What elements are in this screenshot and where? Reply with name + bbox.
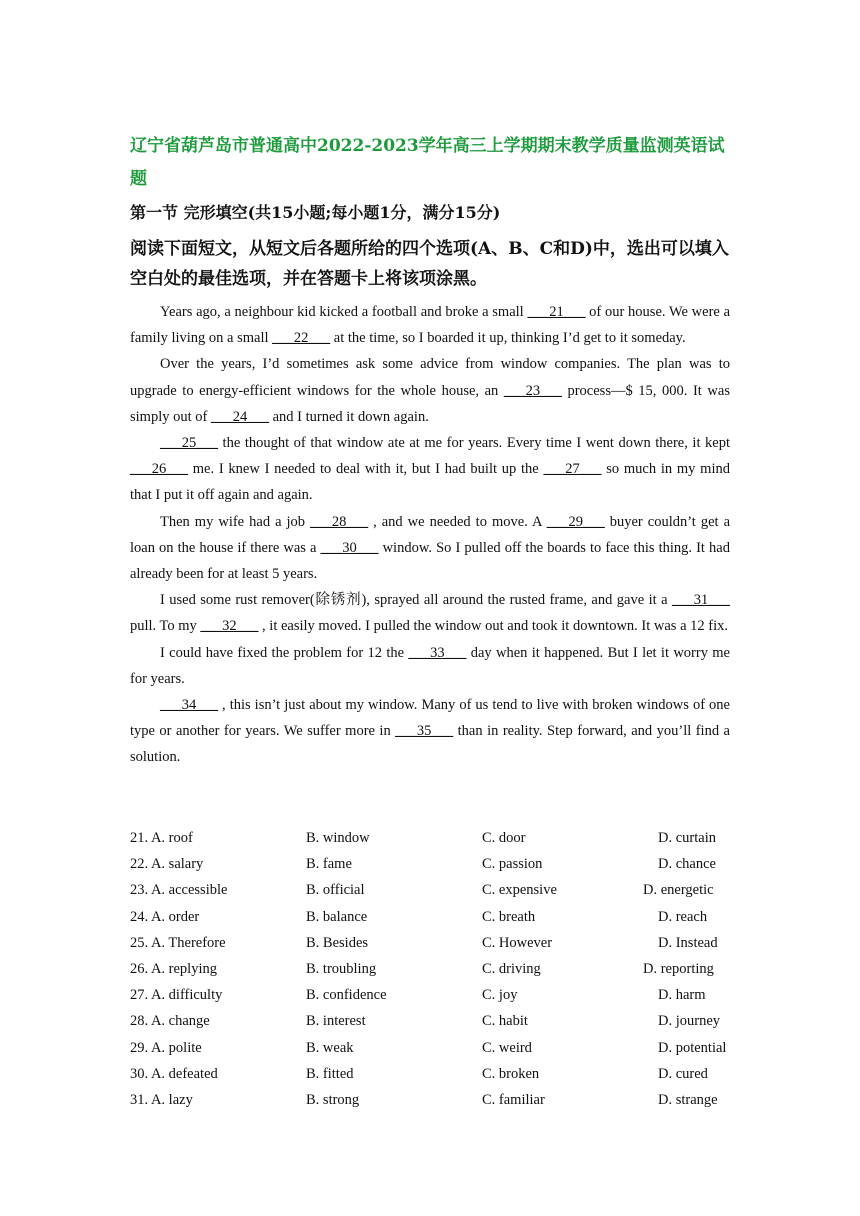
blank-35: ___35___ bbox=[395, 723, 454, 740]
blank-33: ___33___ bbox=[408, 644, 467, 661]
option-row bbox=[130, 904, 740, 930]
option-c: C. broken bbox=[482, 1065, 540, 1082]
passage-paragraph bbox=[130, 351, 730, 430]
passage-text: , and we needed to move. A bbox=[368, 513, 547, 530]
option-c: C. familiar bbox=[482, 1091, 545, 1108]
passage-text: I used some rust remover(除锈剂), sprayed all around the rusted frame, and gave it a bbox=[160, 592, 672, 609]
option-row bbox=[130, 1087, 740, 1113]
option-c: C. However bbox=[482, 934, 553, 951]
option-row bbox=[130, 1035, 740, 1061]
option-d: D. reach bbox=[658, 908, 708, 925]
blank-32: ___32___ bbox=[200, 618, 259, 635]
option-c: C. weird bbox=[482, 1039, 532, 1056]
option-a: 25. A. Therefore bbox=[130, 934, 226, 951]
option-a: 22. A. salary bbox=[130, 856, 204, 873]
passage-text: buyer couldn’t get a loan on the house if there was a bbox=[130, 513, 730, 556]
passage-paragraph bbox=[130, 299, 730, 351]
option-d: D. chance bbox=[658, 856, 716, 873]
passage-text: at the time, so I boarded it up, thinking I’d get to it someday. bbox=[330, 330, 686, 347]
instructions: 阅读下面短文，从短文后各题所给的四个选项(A、B、C和D)中，选出可以填入空白处的最佳选项，并在答题卡上将该项涂黑。 bbox=[130, 239, 729, 289]
option-row bbox=[130, 851, 740, 877]
option-d: D. curtain bbox=[658, 830, 716, 846]
option-b: B. window bbox=[306, 830, 370, 846]
option-a: 21. A. roof bbox=[130, 830, 193, 846]
passage-text: pull. To my bbox=[130, 618, 201, 635]
blank-23: ___23___ bbox=[503, 382, 562, 399]
blank-29: ___29___ bbox=[546, 513, 605, 530]
option-c: C. passion bbox=[482, 856, 543, 873]
passage-text: Over the years, I’d sometimes ask some advice from window companies. The plan was to upgrade to energy-efficient windows for the whole house, an bbox=[130, 356, 730, 399]
option-a: 29. A. polite bbox=[130, 1039, 202, 1056]
option-b: B. confidence bbox=[306, 987, 387, 1004]
passage-paragraph bbox=[130, 430, 730, 509]
option-b: B. strong bbox=[306, 1091, 360, 1108]
option-row bbox=[130, 877, 740, 903]
option-a: 28. A. change bbox=[130, 1013, 210, 1030]
option-d: D. harm bbox=[658, 987, 706, 1004]
passage-paragraph bbox=[130, 509, 730, 588]
option-row bbox=[130, 956, 740, 982]
option-a: 31. A. lazy bbox=[130, 1091, 193, 1108]
option-c: C. expensive bbox=[482, 882, 557, 899]
option-d: D. cured bbox=[658, 1065, 708, 1082]
passage-text: so much in my mind that I put it off again and again. bbox=[130, 461, 730, 504]
passage-text: process—$ 15, 000. It was simply out of bbox=[130, 382, 730, 425]
option-row bbox=[130, 1008, 740, 1034]
blank-31: ___31___ bbox=[672, 592, 730, 609]
option-a: 26. A. replying bbox=[130, 960, 217, 977]
option-b: B. troubling bbox=[306, 960, 377, 977]
blank-28: ___28___ bbox=[310, 513, 369, 530]
blank-34: ___34___ bbox=[160, 697, 218, 714]
passage-text: than in reality. Step forward, and you’ll find a solution. bbox=[130, 723, 730, 766]
option-d: D. strange bbox=[658, 1091, 718, 1108]
option-a: 27. A. difficulty bbox=[130, 987, 223, 1004]
option-row bbox=[130, 1061, 740, 1087]
blank-27: ___27___ bbox=[543, 461, 602, 478]
passage-text: me. I knew I needed to deal with it, but I had built up the bbox=[188, 461, 544, 478]
passage-text: , this isn’t just about my window. Many of us tend to live with broken windows of one type or another for years. We suffer more in bbox=[130, 697, 730, 740]
option-d: D. reporting bbox=[643, 960, 714, 977]
passage-paragraph bbox=[130, 692, 730, 771]
section-heading: 第一节 完形填空(共15小题;每小题1分，满分15分) bbox=[130, 203, 501, 222]
cloze-passage bbox=[130, 299, 730, 771]
blank-30: ___30___ bbox=[320, 539, 379, 556]
blank-22: ___22___ bbox=[272, 330, 331, 347]
option-d: D. Instead bbox=[658, 934, 718, 951]
option-row bbox=[130, 930, 740, 956]
blank-24: ___24___ bbox=[210, 408, 269, 425]
passage-paragraph bbox=[130, 640, 730, 692]
option-c: C. habit bbox=[482, 1013, 528, 1030]
option-row bbox=[130, 982, 740, 1008]
passage-text: , it easily moved. I pulled the window out and took it downtown. It was a 12 fix. bbox=[258, 618, 728, 635]
option-c: C. breath bbox=[482, 908, 536, 925]
option-c: C. door bbox=[482, 830, 526, 846]
option-b: B. interest bbox=[306, 1013, 366, 1030]
passage-paragraph bbox=[130, 587, 730, 639]
option-c: C. driving bbox=[482, 960, 541, 977]
option-c: C. joy bbox=[482, 987, 518, 1004]
option-a: 24. A. order bbox=[130, 908, 200, 925]
passage-text: the thought of that window ate at me for years. Every time I went down there, it kept bbox=[218, 435, 730, 452]
blank-21: ___21___ bbox=[527, 304, 586, 320]
passage-text: Years ago, a neighbour kid kicked a football and broke a small bbox=[160, 304, 528, 320]
option-b: B. Besides bbox=[306, 934, 369, 951]
option-b: B. fame bbox=[306, 856, 352, 873]
option-b: B. fitted bbox=[306, 1065, 354, 1082]
option-d: D. energetic bbox=[643, 882, 714, 899]
option-b: B. balance bbox=[306, 908, 368, 925]
passage-text: window. So I pulled off the boards to face this thing. It had already been for at least 5 years. bbox=[130, 539, 730, 583]
blank-26: ___26___ bbox=[130, 461, 188, 478]
passage-text: I could have fixed the problem for 12 the bbox=[160, 644, 409, 661]
option-d: D. journey bbox=[658, 1013, 721, 1030]
option-a: 30. A. defeated bbox=[130, 1065, 218, 1082]
option-a: 23. A. accessible bbox=[130, 882, 228, 899]
option-b: B. weak bbox=[306, 1039, 354, 1056]
passage-text: day when it happened. But I let it worry me for years. bbox=[130, 644, 730, 687]
options-list bbox=[130, 825, 740, 1113]
option-b: B. official bbox=[306, 882, 365, 899]
passage-text: and I turned it down again. bbox=[268, 408, 429, 425]
document-title: 辽宁省葫芦岛市普通高中2022-2023学年高三上学期期末教学质量监测英语试题 bbox=[130, 136, 725, 189]
passage-text: of our house. We were a family living on a small bbox=[130, 304, 731, 347]
blank-25: ___25___ bbox=[160, 435, 218, 452]
option-row bbox=[130, 825, 740, 851]
passage-text: Then my wife had a job bbox=[160, 513, 311, 530]
option-d: D. potential bbox=[658, 1039, 727, 1056]
